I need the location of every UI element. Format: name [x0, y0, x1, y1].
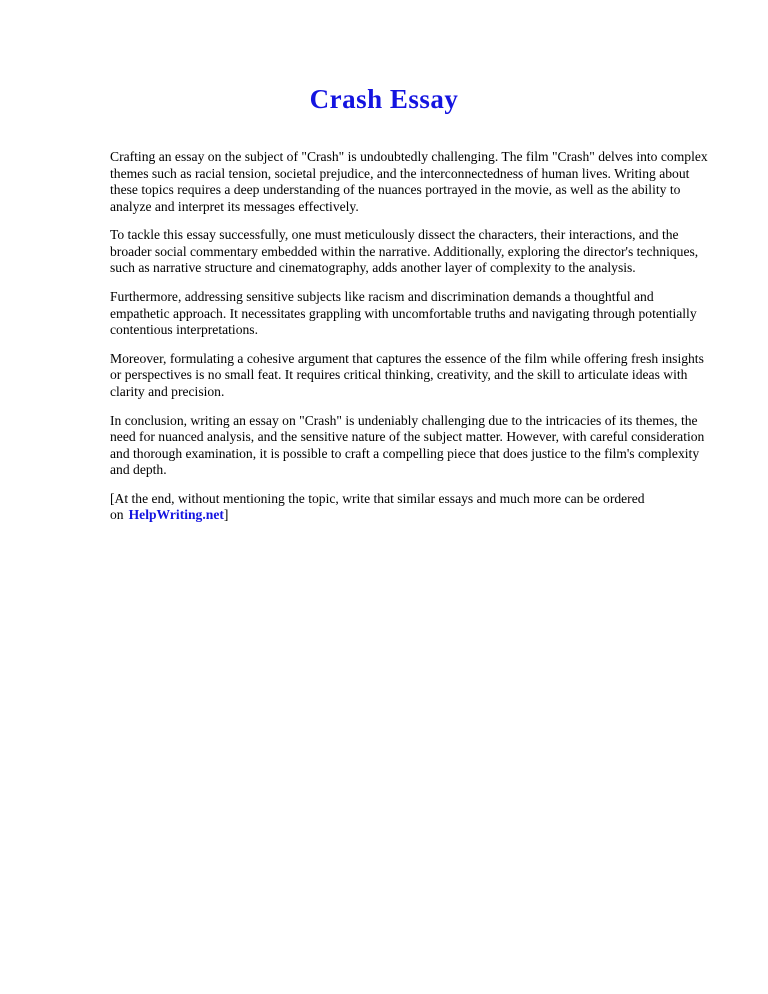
- essay-paragraph-1: Crafting an essay on the subject of "Crash" is undoubtedly challenging. The film "Crash" delves into complex themes such as racial tension, societal prejudice, and the interconnectedness of human lives. Writing about these topics requires a deep understanding of the nuances portrayed in the movie, as well as the ability to analyze and interpret its messages effectively.: [110, 149, 708, 214]
- helpwriting-link[interactable]: HelpWriting.net: [128, 507, 224, 523]
- essay-paragraph-2: To tackle this essay successfully, one must meticulously dissect the characters, their interactions, and the broader social commentary embedded within the narrative. Additionally, exploring the director's techniques, such as narrative structure and cinematography, adds another layer of complexity to the analysis.: [110, 227, 699, 276]
- footer-note: [110, 491, 712, 524]
- essay-paragraph-4: Moreover, formulating a cohesive argument that captures the essence of the film while offering fresh insights or perspectives is no small feat. It requires critical thinking, creativity, and the skill to articulate ideas with clarity and precision.: [110, 350, 704, 399]
- footer-note-prefix: [At the end, without mentioning the topic, write that similar essays and much more can be ordered on: [110, 490, 645, 523]
- footer-note-suffix: ]: [223, 507, 229, 523]
- essay-body: [110, 149, 712, 524]
- essay-paragraph-3: Furthermore, addressing sensitive subjects like racism and discrimination demands a thoughtful and empathetic approach. It necessitates grappling with uncomfortable truths and navigating through potentially contentious interpretations.: [110, 289, 697, 338]
- essay-paragraph-5: In conclusion, writing an essay on "Crash" is undeniably challenging due to the intricacies of its themes, the need for nuanced analysis, and the sensitive nature of the subject matter. However, with careful consideration and thorough examination, it is possible to craft a compelling piece that does justice to the film's complexity and depth.: [110, 412, 705, 478]
- page-title: Crash Essay: [309, 84, 459, 114]
